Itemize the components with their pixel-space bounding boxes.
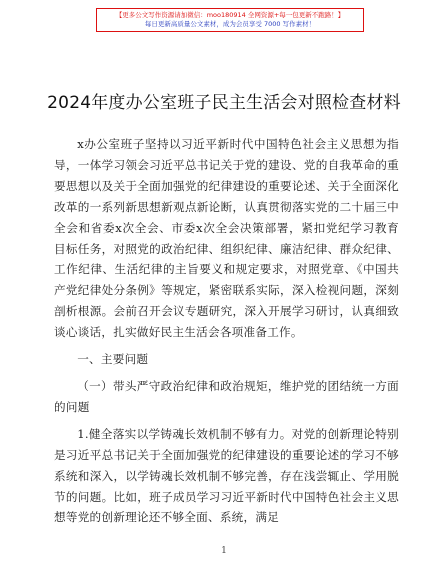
intro-paragraph: x办公室班子坚持以习近平新时代中国特色社会主义思想为指导，一体学习领会习近平总书记关于党的建设、党的自我革命的重要思想以及关于全面加强党的纪律建设的重要论述、关于全面深化改革的一系列新思想新观点新论断，认真贯彻落实党的二十届三中全会和省委x次全会、市委x次全会决策部署，紧扣党纪学习教育目标任务，对照党的政治纪律、组织纪律、廉洁纪律、群众纪律、工作纪律、生活纪律的主旨要义和规定要求，对照党章、《中国共产党纪律处分条例》等规定，紧密联系实际，深入检视问题，深刻剖析根源。会前召开会议专题研究，深入开展学习研讨，认真细致谈心谈话，扎实做好民主生活会各项准备工作。 xyxy=(54,137,399,340)
document-body xyxy=(54,134,399,528)
banner-line-1: 【更多公文写作资源请加微信：moo180914 全网资源+每一包更新不跑路！】 xyxy=(115,11,345,19)
subsection-heading-1: （一）带头严守政治纪律和政治规矩，维护党的团结统一方面的问题 xyxy=(54,378,399,414)
point-paragraph-1: 1.健全落实以学铸魂长效机制不够有力。对党的创新理论特别是习近平总书记关于全面加强党的纪律建设的重要论述的学习不够系统和深入，以学铸魂长效机制不够完善，存在浅尝辄止、学用脱节的问题。比如，班子成员学习习近平新时代中国特色社会主义思想等党的创新理论还不够全面、系统，满足 xyxy=(54,426,399,525)
banner-line-2: 每日更新高质量公文素材，成为会员享受 7000 写作素材！ xyxy=(144,20,316,28)
page-number: 1 xyxy=(221,546,227,556)
promo-banner xyxy=(96,8,364,32)
document-title: 2024年度办公室班子民主生活会对照检查材料 xyxy=(47,93,401,113)
section-heading-1: 一、主要问题 xyxy=(77,352,149,367)
